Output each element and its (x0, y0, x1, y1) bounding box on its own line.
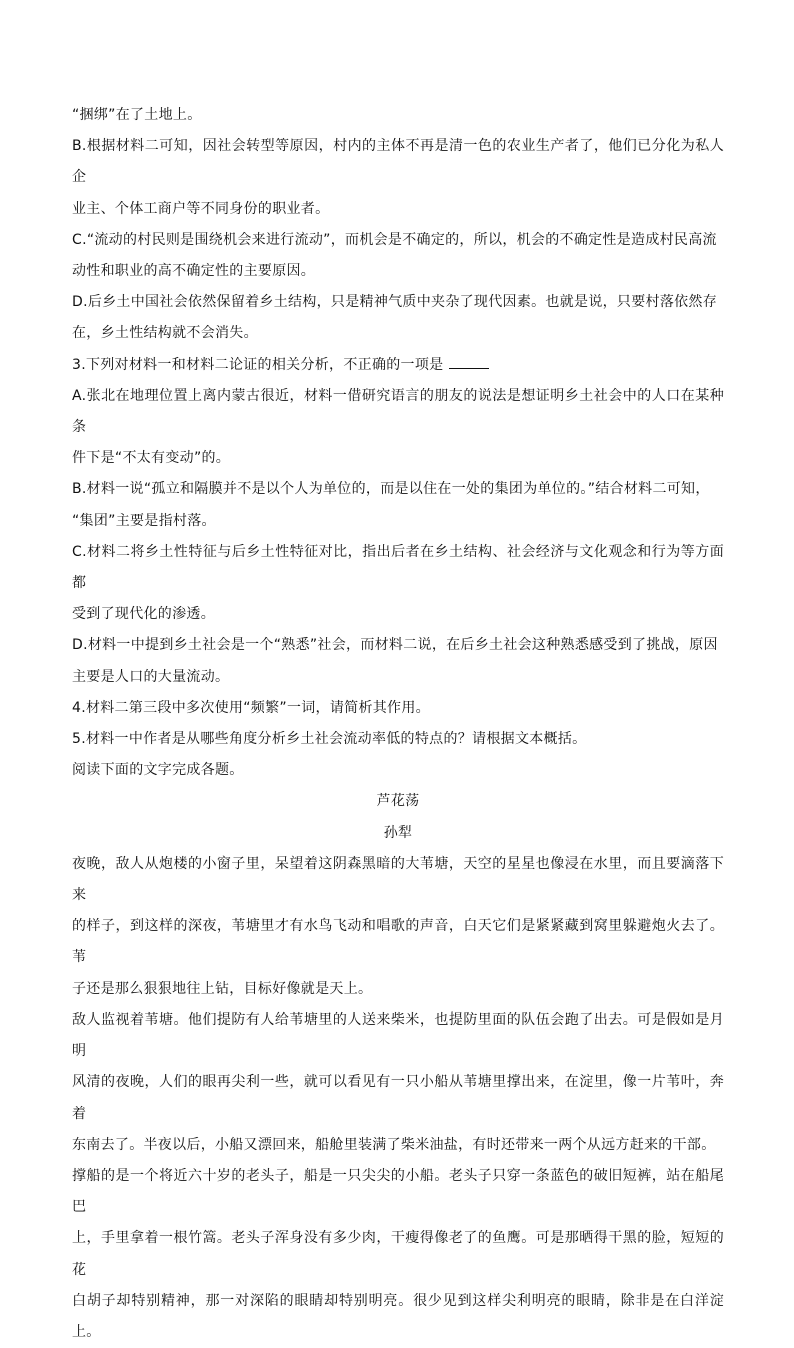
question-5: 5.材料一中作者是从哪些角度分析乡土社会流动率低的特点的？请根据文本概括。 (72, 731, 587, 748)
answer-blank (449, 354, 489, 369)
option-c-line: C.材料二将乡土性特征与后乡土性特征对比，指出后者在乡土结构、社会经济与文化观念和行为等方面都 (72, 543, 724, 592)
text-line: “捆绑”在了土地上。 (72, 107, 202, 123)
text-line: “集团”主要是指村落。 (72, 512, 216, 529)
document-body (72, 100, 724, 1348)
option-d-line: D.材料一中提到乡土社会是一个“熟悉”社会，而材料二说，在后乡土社会这种熟悉感受到了挑战，原因 (72, 637, 718, 654)
text-line: 业主、个体工商户等不同身份的职业者。 (72, 200, 330, 217)
question-4: 4.材料二第三段中多次使用“频繁”一词，请简析其作用。 (72, 699, 430, 716)
passage-line: 夜晚，敌人从炮楼的小窗子里，呆望着这阴森黑暗的大苇塘，天空的星星也像浸在水里，而且要滴落下来 (72, 855, 724, 904)
passage-title: 芦花荡 (376, 793, 420, 810)
text-line: 主要是人口的大量流动。 (72, 668, 230, 685)
reading-instruction: 阅读下面的文字完成各题。 (72, 762, 244, 779)
text-line: 动性和职业的高不确定性的主要原因。 (72, 263, 316, 280)
option-b-line: B.材料一说“孤立和隔膜并不是以个人为单位的，而是以住在一处的集团为单位的。”结合材料二可知， (72, 481, 710, 498)
passage-line: 白胡子却特别精神，那一对深陷的眼睛却特别明亮。很少见到这样尖利明亮的眼睛，除非是在白洋淀上。 (72, 1292, 724, 1340)
passage-line: 子还是那么狠狠地往上钻，目标好像就是天上。 (72, 980, 373, 997)
passage-line: 东南去了。半夜以后，小船又漂回来，船舱里装满了柴米油盐，有时还带来一两个从远方赶来的干部。 (72, 1136, 716, 1153)
question-3 (72, 350, 724, 381)
option-a-line: A.张北在地理位置上离内蒙古很近，材料一借研究语言的朋友的说法是想证明乡土社会中的人口在某种条 (72, 387, 724, 436)
passage-line: 风清的夜晚，人们的眼再尖利一些，就可以看见有一只小船从苇塘里撑出来，在淀里，像一片苇叶，奔着 (72, 1074, 724, 1122)
passage-line: 上，手里拿着一根竹篙。老头子浑身没有多少肉，干瘦得像老了的鱼鹰。可是那晒得干黑的脸，短短的花 (72, 1230, 724, 1278)
option-d-line: D.后乡土中国社会依然保留着乡土结构，只是精神气质中夹杂了现代因素。也就是说，只要村落依然存 (72, 294, 718, 311)
text-line: 件下是“不太有变动”的。 (72, 450, 231, 467)
text-line: 在，乡土性结构就不会消失。 (72, 325, 258, 342)
passage-line: 的样子，到这样的深夜，苇塘里才有水鸟飞动和唱歌的声音，白天它们是紧紧藏到窝里躲避炮火去了。苇 (72, 918, 724, 966)
option-b-line: B.根据材料二可知，因社会转型等原因，村内的主体不再是清一色的农业生产者了，他们已分化为私人企 (72, 138, 724, 186)
passage-author: 孙犁 (383, 824, 413, 841)
passage-line: 撑船的是一个将近六十岁的老头子，船是一只尖尖的小船。老头子只穿一条蓝色的破旧短裤，站在船尾巴 (72, 1167, 724, 1216)
passage-line: 敌人监视着苇塘。他们提防有人给苇塘里的人送来柴米，也提防里面的队伍会跑了出去。可是假如是月明 (72, 1011, 724, 1060)
text-line: 受到了现代化的渗透。 (72, 606, 215, 623)
question-3-text: 3.下列对材料一和材料二论证的相关分析，不正确的一项是 (72, 356, 444, 373)
option-c-line: C.“流动的村民则是围绕机会来进行流动”，而机会是不确定的，所以，机会的不确定性是造成村民高流 (72, 231, 717, 248)
